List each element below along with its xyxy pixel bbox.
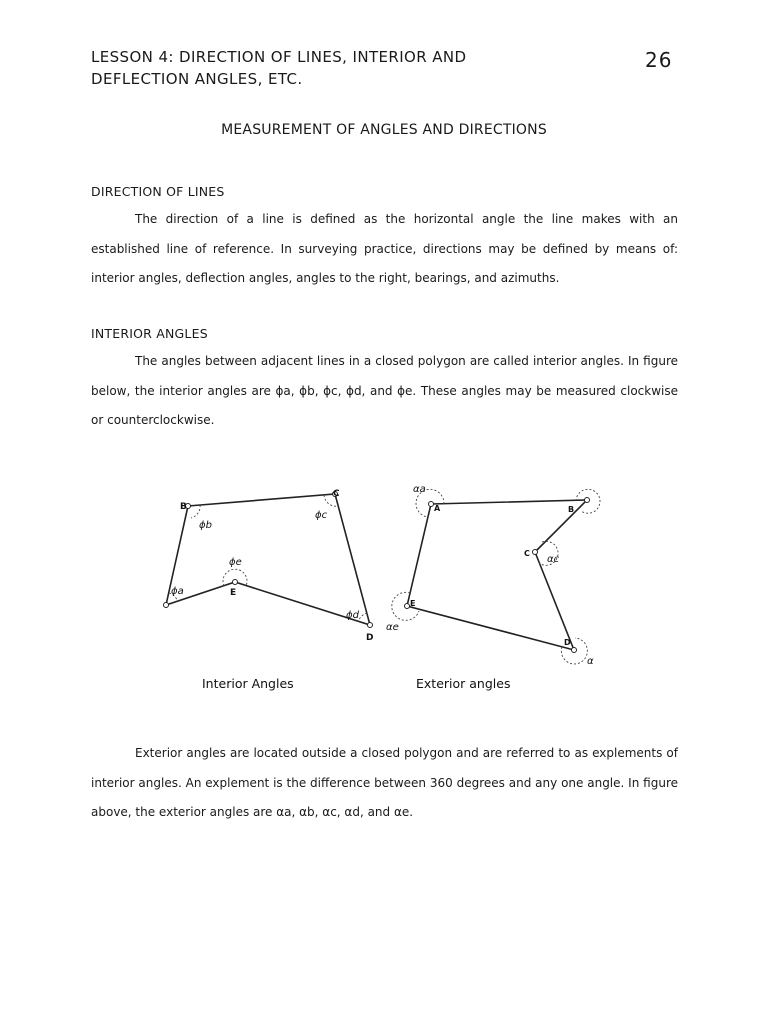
exterior-angle-label-e: αe bbox=[386, 622, 399, 633]
exterior-polygon-edges bbox=[407, 500, 587, 650]
exterior-label-a: A bbox=[434, 504, 441, 513]
caption-exterior-angles: Exterior angles bbox=[416, 676, 511, 691]
page-header bbox=[91, 46, 511, 90]
interior-angle-label-d: ϕd bbox=[346, 610, 359, 621]
exterior-angle-label-d: α bbox=[587, 656, 594, 667]
exterior-vertex-b bbox=[585, 498, 590, 503]
exterior-vertex-c bbox=[533, 550, 538, 555]
heading-interior-angles: INTERIOR ANGLES bbox=[91, 326, 208, 341]
caption-interior-angles: Interior Angles bbox=[202, 676, 294, 691]
interior-polygon bbox=[164, 489, 374, 643]
header-title-line-2: DEFLECTION ANGLES, ETC. bbox=[91, 70, 303, 88]
interior-angle-label-e: ϕe bbox=[229, 557, 242, 568]
paragraph-exterior-angles: Exterior angles are located outside a closed polygon and are referred to as explements of interior angles. An explement is the difference between 360 degrees and any one angle. In figure above, the exterior angles are αa, αb, αc, αd, and αe. bbox=[91, 746, 678, 819]
exterior-angle-label-a: αa bbox=[413, 484, 426, 495]
interior-vertex-a bbox=[164, 603, 169, 608]
heading-direction-of-lines: DIRECTION OF LINES bbox=[91, 184, 225, 199]
header-title-line-1: LESSON 4: DIRECTION OF LINES, INTERIOR AND bbox=[91, 48, 467, 66]
exterior-vertex-e bbox=[405, 604, 410, 609]
interior-vertex-e bbox=[233, 580, 238, 585]
exterior-label-e: E bbox=[410, 599, 416, 608]
exterior-label-b: B bbox=[568, 505, 575, 514]
interior-angle-arc-d bbox=[359, 613, 367, 620]
exterior-angle-label-c: αc bbox=[547, 554, 560, 565]
interior-angle-arc-b bbox=[191, 505, 200, 518]
interior-angle-label-c: ϕc bbox=[315, 510, 328, 521]
exterior-polygon bbox=[386, 484, 600, 667]
angles-diagram bbox=[150, 472, 610, 697]
interior-label-e: E bbox=[230, 588, 237, 598]
interior-label-b: B bbox=[180, 502, 187, 512]
interior-label-c: C bbox=[333, 489, 340, 499]
interior-angle-label-b: ϕb bbox=[199, 520, 212, 531]
interior-angle-label-a: ϕa bbox=[171, 586, 184, 597]
page-number: 26 bbox=[645, 48, 673, 72]
interior-label-d: D bbox=[366, 633, 374, 643]
exterior-vertex-d bbox=[572, 648, 577, 653]
angles-figure bbox=[150, 472, 610, 697]
exterior-label-d: D bbox=[564, 638, 571, 647]
paragraph-interior-angles: The angles between adjacent lines in a closed polygon are called interior angles. In figure below, the interior angles are ϕa, ϕb, ϕc, ϕd, and ϕe. These angles may be measured clockwise or counterclockwise. bbox=[91, 354, 678, 427]
exterior-label-c: C bbox=[524, 549, 530, 558]
paragraph-direction-of-lines: The direction of a line is defined as the horizontal angle the line makes with an established line of reference. In surveying practice, directions may be defined by means of: interior angles, deflection angles, angles to the right, bearings, and azimuths. bbox=[91, 212, 678, 285]
section-title: MEASUREMENT OF ANGLES AND DIRECTIONS bbox=[221, 122, 547, 138]
interior-vertex-d bbox=[368, 623, 373, 628]
exterior-vertex-a bbox=[429, 502, 434, 507]
interior-polygon-edges bbox=[166, 494, 370, 625]
